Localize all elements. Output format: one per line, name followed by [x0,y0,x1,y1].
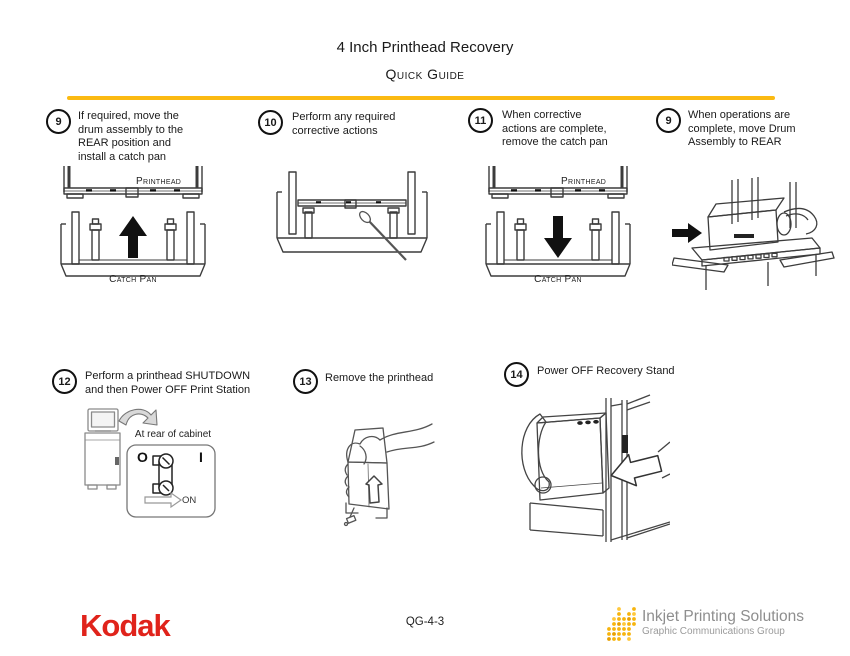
catch-pan-label: Catch Pan [109,274,157,285]
printhead-lift-icon [330,400,460,545]
swab-stick-icon [368,220,406,260]
printhead-catchpan-up-icon [58,166,208,288]
step-13-badge: 13 [293,369,318,394]
drum-assembly-rear-illustration [672,162,837,297]
cabinet-power-switch-icon [75,405,220,535]
printhead-label: Printhead [136,176,182,187]
step-9-badge: 9 [46,109,71,134]
step-12-badge: 12 [52,369,77,394]
page-title: 4 Inch Printhead Recovery [336,39,514,56]
right-arrow-icon [672,223,702,243]
power-on-symbol: I [199,449,203,465]
step-12-instruction: Perform a printhead SHUTDOWN and then Power OFF Print Station [85,370,251,396]
step-13-instruction: Remove the printhead [325,372,434,384]
step-9-instruction: If required, move the drum assembly to the REAR position and install a catch pan [78,110,184,163]
step-14-instruction: Power OFF Recovery Stand [537,365,675,377]
power-off-print-station-illustration [75,405,220,535]
step-11-badge: 11 [468,108,493,133]
panel-location-label: At rear of cabinet [134,429,212,440]
page-subtitle: Quick Guide [385,66,465,82]
org-name: Inkjet Printing Solutions [642,608,804,625]
step-10-instruction: Perform any required corrective actions [292,111,396,137]
step-9b-badge: 9 [656,108,681,133]
power-off-recovery-stand-illustration [510,390,670,550]
remove-printhead-illustration [330,400,460,545]
group-name: Graphic Communications Group [642,626,785,637]
yellow-divider-rule [67,96,775,100]
catch-pan-remove-illustration [483,166,633,288]
catch-pan-install-illustration [58,166,208,288]
drum-assembly-stand-icon [672,162,837,297]
dot-matrix-logo-icon [606,606,638,644]
step-14-badge: 14 [504,362,529,387]
swab-cleaning-icon [272,168,432,268]
corrective-actions-illustration [272,168,432,268]
left-arrow-outline-icon [607,448,663,491]
recovery-stand-icon [510,390,670,550]
on-label: ON [182,495,197,506]
step-10-badge: 10 [258,110,283,135]
kodak-logo: Kodak [80,608,170,643]
up-arrow-icon [119,216,147,258]
catch-pan-label: Catch Pan [534,274,582,285]
down-arrow-icon [544,216,572,258]
page-code: QG-4-3 [405,616,445,628]
power-off-symbol: O [137,449,148,465]
step-11-instruction: When corrective actions are complete, remove the catch pan [502,109,608,148]
printhead-catchpan-down-icon [483,166,633,288]
printhead-label: Printhead [561,176,607,187]
step-9b-instruction: When operations are complete, move Drum Assembly to REAR [688,109,796,148]
